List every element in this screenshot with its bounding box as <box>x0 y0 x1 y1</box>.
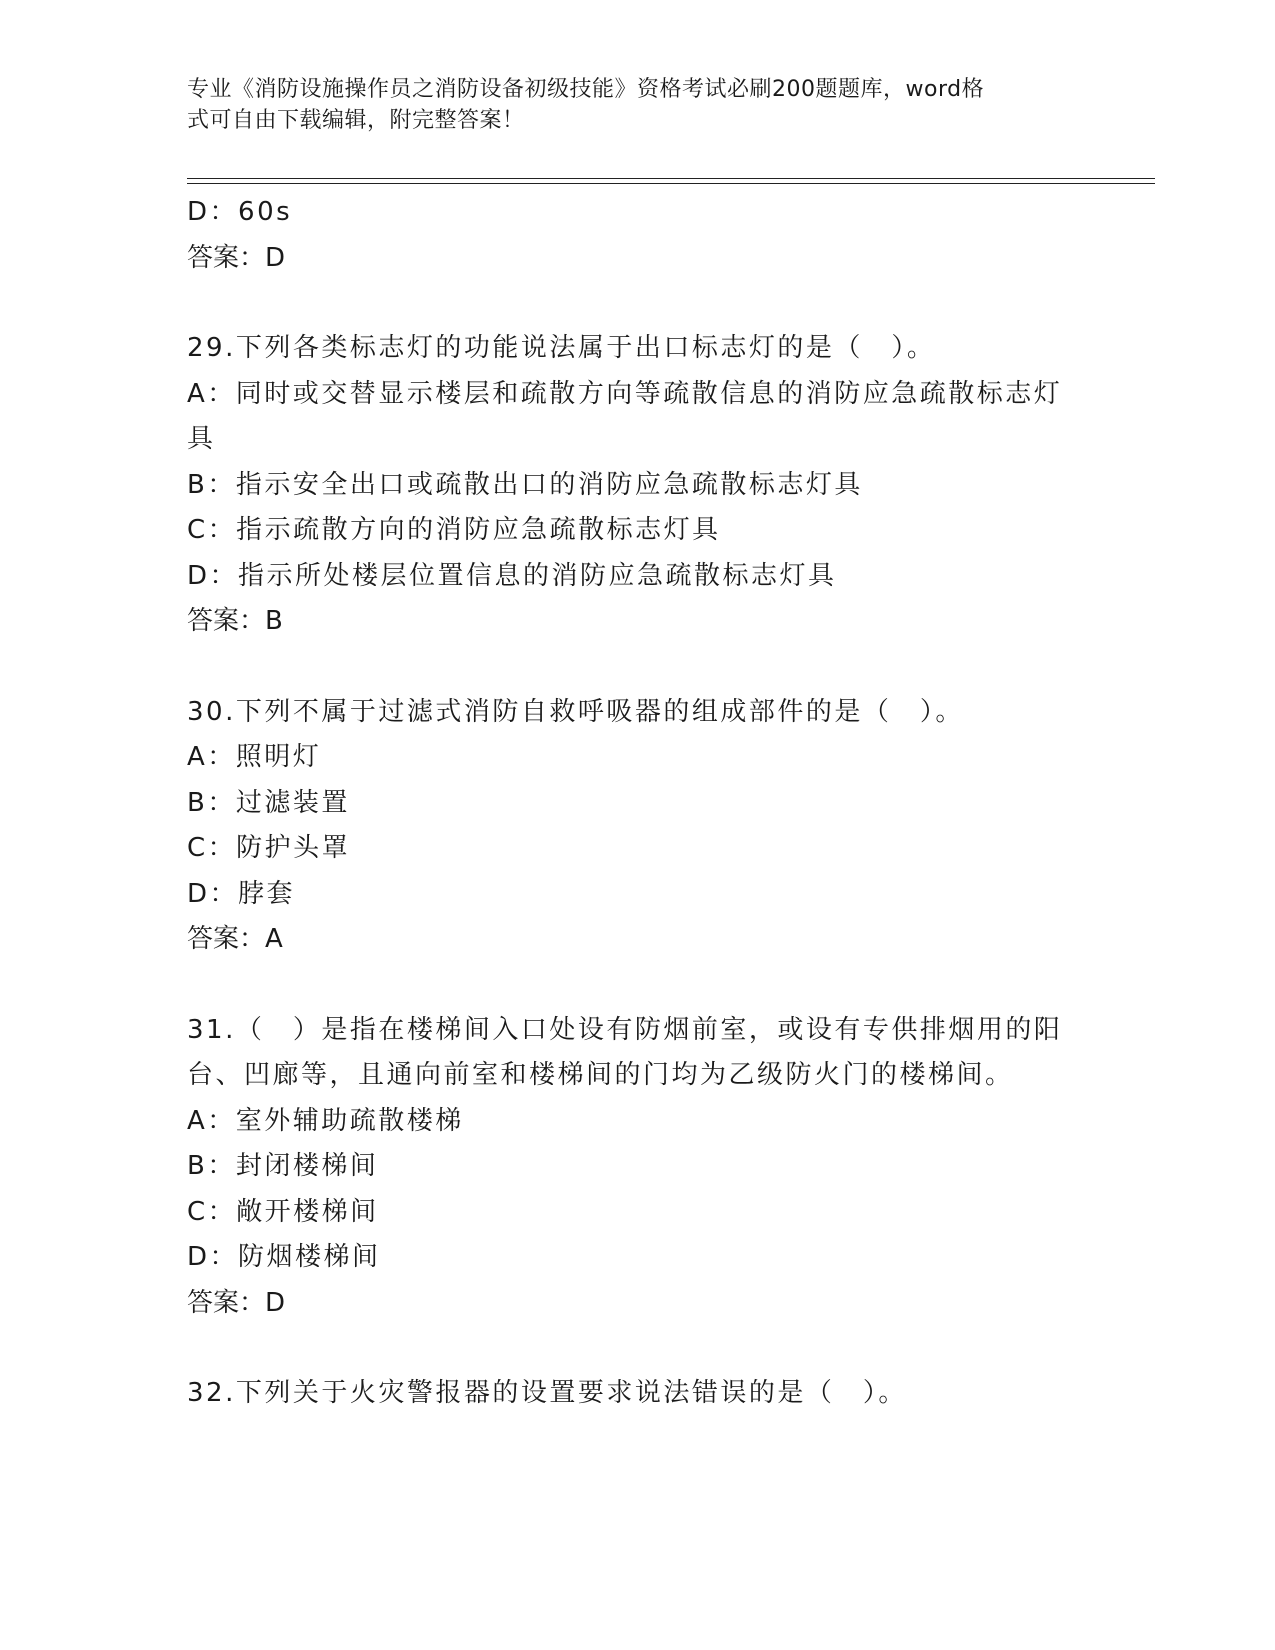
question-31-option-b: B：封闭楼梯间 <box>187 1151 379 1181</box>
question-30-option-a: A：照明灯 <box>187 742 322 772</box>
question-30-answer: 答案：A <box>187 924 283 954</box>
question-31-stem: 31.（ ）是指在楼梯间入口处设有防烟前室，或设有专供排烟用的阳 <box>187 1014 1063 1045</box>
spacer <box>187 1326 1087 1371</box>
document-header <box>187 74 1087 136</box>
question-29-option-d: D：指示所处楼层位置信息的消防应急疏散标志灯具 <box>187 560 837 591</box>
header-divider-top <box>187 178 1155 179</box>
question-30-stem: 30.下列不属于过滤式消防自救呼吸器的组成部件的是（ ）。 <box>187 696 964 727</box>
question-29-option-a-cont: 具 <box>187 424 216 454</box>
spacer <box>187 963 1087 1008</box>
header-line-2: 式可自由下载编辑，附完整答案！ <box>187 108 525 133</box>
question-list <box>187 190 1087 1417</box>
question-30-option-c: C：防护头罩 <box>187 833 351 863</box>
question-29-answer: 答案：B <box>187 606 283 636</box>
question-29-option-a: A：同时或交替显示楼层和疏散方向等疏散信息的消防应急疏散标志灯 <box>187 378 1063 409</box>
answer-line: 答案：D <box>187 242 286 273</box>
question-29-stem: 29.下列各类标志灯的功能说法属于出口标志灯的是（ ）。 <box>187 333 936 363</box>
question-29-option-b: B：指示安全出口或疏散出口的消防应急疏散标志灯具 <box>187 469 863 500</box>
header-divider-bottom <box>187 183 1155 184</box>
spacer <box>187 281 1087 326</box>
question-31-stem-cont: 台、凹廊等，且通向前室和楼梯间的门均为乙级防火门的楼梯间。 <box>187 1060 1014 1090</box>
question-31-answer: 答案：D <box>187 1287 286 1318</box>
question-31-option-c: C：敞开楼梯间 <box>187 1196 379 1227</box>
option-d: D：60s <box>187 197 293 227</box>
question-29-option-c: C：指示疏散方向的消防应急疏散标志灯具 <box>187 515 721 545</box>
question-31-option-a: A：室外辅助疏散楼梯 <box>187 1105 464 1136</box>
question-31-option-d: D：防烟楼梯间 <box>187 1242 381 1272</box>
header-line-1: 专业《消防设施操作员之消防设备初级技能》资格考试必刷200题题库，word格 <box>187 77 985 102</box>
question-32-stem: 32.下列关于火灾警报器的设置要求说法错误的是（ ）。 <box>187 1378 907 1408</box>
question-30-option-d: D：脖套 <box>187 878 296 909</box>
question-30-option-b: B：过滤装置 <box>187 787 350 818</box>
spacer <box>187 645 1087 690</box>
